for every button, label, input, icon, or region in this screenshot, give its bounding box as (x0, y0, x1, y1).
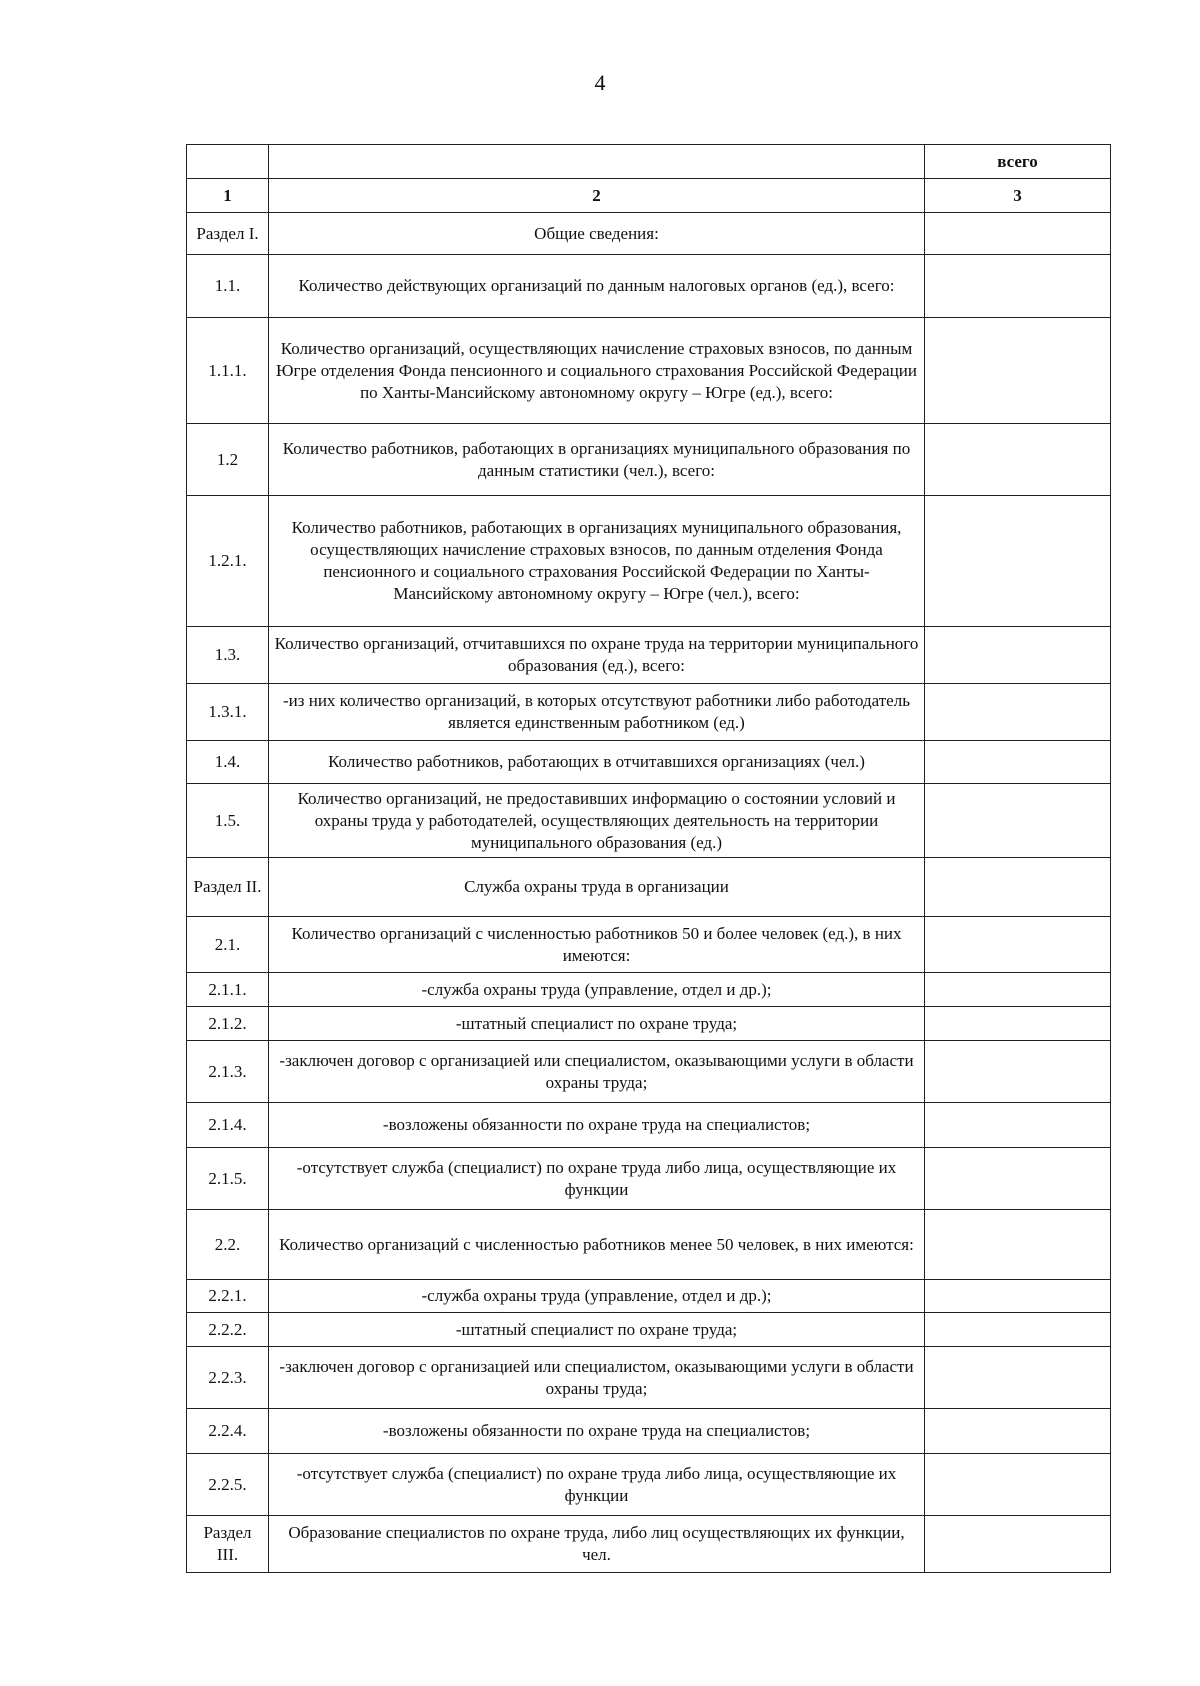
header-row-top (187, 145, 1111, 179)
row-number: 1.2 (187, 424, 269, 496)
row-value-cell[interactable] (925, 973, 1111, 1007)
row-number: Раздел III. (187, 1516, 269, 1573)
table-row (187, 627, 1111, 684)
row-value-cell[interactable] (925, 1280, 1111, 1313)
row-number: 2.2.1. (187, 1280, 269, 1313)
table-row (187, 318, 1111, 424)
header-col-2: 2 (269, 179, 925, 213)
row-value-cell[interactable] (925, 318, 1111, 424)
row-number: 1.3.1. (187, 684, 269, 741)
row-text: -возложены обязанности по охране труда на специалистов; (269, 1409, 925, 1454)
row-number: 2.1.3. (187, 1041, 269, 1103)
row-text: -штатный специалист по охране труда; (269, 1313, 925, 1347)
row-text: -из них количество организаций, в которых отсутствуют работники либо работодатель является единственным работником (ед.) (269, 684, 925, 741)
table-row (187, 858, 1111, 917)
row-value-cell[interactable] (925, 741, 1111, 784)
row-number: 1.3. (187, 627, 269, 684)
row-text: -заключен договор с организацией или специалистом, оказывающими услуги в области охраны труда; (269, 1041, 925, 1103)
row-value-cell[interactable] (925, 1454, 1111, 1516)
row-number: 2.2.4. (187, 1409, 269, 1454)
page-number: 4 (594, 70, 606, 95)
header-cell-empty-2 (269, 145, 925, 179)
row-number: 2.1.2. (187, 1007, 269, 1041)
table-row (187, 784, 1111, 858)
row-value-cell[interactable] (925, 1007, 1111, 1041)
row-number: 2.2.5. (187, 1454, 269, 1516)
table-row (187, 1103, 1111, 1148)
row-value-cell[interactable] (925, 1103, 1111, 1148)
table-row (187, 973, 1111, 1007)
table-row (187, 1210, 1111, 1280)
table-row (187, 496, 1111, 627)
table-row (187, 1313, 1111, 1347)
row-text: -служба охраны труда (управление, отдел и др.); (269, 973, 925, 1007)
row-value-cell[interactable] (925, 1041, 1111, 1103)
row-text: Количество работников, работающих в организациях муниципального образования, осуществляющих начисление страховых взносов, по данным отделения Фонда пенсионного и социального страхования Российской Федерации по Ханты-Мансийскому автономному округу – Югре (чел.), всего: (269, 496, 925, 627)
row-text: Количество организаций, отчитавшихся по охране труда на территории муниципального образования (ед.), всего: (269, 627, 925, 684)
table-row (187, 1409, 1111, 1454)
row-text: -отсутствует служба (специалист) по охране труда либо лица, осуществляющие их функции (269, 1454, 925, 1516)
table-row (187, 917, 1111, 973)
row-text: Количество работников, работающих в организациях муниципального образования по данным статистики (чел.), всего: (269, 424, 925, 496)
row-text: Количество организаций с численностью работников 50 и более человек (ед.), в них имеются: (269, 917, 925, 973)
row-text: Количество организаций, не предоставивших информацию о состоянии условий и охраны труда у работодателей, осуществляющих деятельность на территории муниципального образования (ед.) (269, 784, 925, 858)
row-number: 2.1. (187, 917, 269, 973)
table-row (187, 684, 1111, 741)
row-value-cell[interactable] (925, 1148, 1111, 1210)
row-text: -возложены обязанности по охране труда на специалистов; (269, 1103, 925, 1148)
row-value-cell[interactable] (925, 784, 1111, 858)
table-row (187, 1007, 1111, 1041)
row-number: 2.2. (187, 1210, 269, 1280)
table-row (187, 741, 1111, 784)
header-cell-empty-1 (187, 145, 269, 179)
header-row-numbers (187, 179, 1111, 213)
row-text: Служба охраны труда в организации (269, 858, 925, 917)
table-row (187, 1041, 1111, 1103)
row-text: -заключен договор с организацией или специалистом, оказывающими услуги в области охраны труда; (269, 1347, 925, 1409)
row-value-cell[interactable] (925, 1210, 1111, 1280)
table-row (187, 255, 1111, 318)
row-value-cell[interactable] (925, 424, 1111, 496)
row-value-cell[interactable] (925, 213, 1111, 255)
table-row (187, 424, 1111, 496)
row-value-cell[interactable] (925, 917, 1111, 973)
row-number: Раздел I. (187, 213, 269, 255)
report-table (186, 144, 1111, 1573)
row-number: 1.2.1. (187, 496, 269, 627)
row-value-cell[interactable] (925, 496, 1111, 627)
header-col-3: 3 (925, 179, 1111, 213)
row-text: Общие сведения: (269, 213, 925, 255)
row-number: 2.1.1. (187, 973, 269, 1007)
row-value-cell[interactable] (925, 1409, 1111, 1454)
table-row (187, 1347, 1111, 1409)
table-row (187, 1454, 1111, 1516)
row-number: 2.1.4. (187, 1103, 269, 1148)
row-text: Количество организаций с численностью работников менее 50 человек, в них имеются: (269, 1210, 925, 1280)
row-value-cell[interactable] (925, 1347, 1111, 1409)
row-number: 1.5. (187, 784, 269, 858)
row-number: 1.1. (187, 255, 269, 318)
row-value-cell[interactable] (925, 255, 1111, 318)
row-number: 2.1.5. (187, 1148, 269, 1210)
row-text: Количество действующих организаций по данным налоговых органов (ед.), всего: (269, 255, 925, 318)
row-value-cell[interactable] (925, 1313, 1111, 1347)
table-row (187, 1148, 1111, 1210)
row-text: Образование специалистов по охране труда, либо лиц осуществляющих их функции, чел. (269, 1516, 925, 1573)
row-text: -штатный специалист по охране труда; (269, 1007, 925, 1041)
row-number: Раздел II. (187, 858, 269, 917)
row-value-cell[interactable] (925, 858, 1111, 917)
row-number: 2.2.3. (187, 1347, 269, 1409)
header-col-1: 1 (187, 179, 269, 213)
row-value-cell[interactable] (925, 627, 1111, 684)
table-row (187, 213, 1111, 255)
header-total: всего (925, 145, 1111, 179)
row-number: 2.2.2. (187, 1313, 269, 1347)
row-value-cell[interactable] (925, 1516, 1111, 1573)
row-number: 1.1.1. (187, 318, 269, 424)
table-row (187, 1516, 1111, 1573)
row-text: Количество работников, работающих в отчитавшихся организациях (чел.) (269, 741, 925, 784)
row-text: -отсутствует служба (специалист) по охране труда либо лица, осуществляющие их функции (269, 1148, 925, 1210)
row-text: Количество организаций, осуществляющих начисление страховых взносов, по данным Югре отделения Фонда пенсионного и социального страхования Российской Федерации по Ханты-Мансийскому автономному округу – Югре (ед.), всего: (269, 318, 925, 424)
row-value-cell[interactable] (925, 684, 1111, 741)
row-number: 1.4. (187, 741, 269, 784)
table-row (187, 1280, 1111, 1313)
row-text: -служба охраны труда (управление, отдел и др.); (269, 1280, 925, 1313)
